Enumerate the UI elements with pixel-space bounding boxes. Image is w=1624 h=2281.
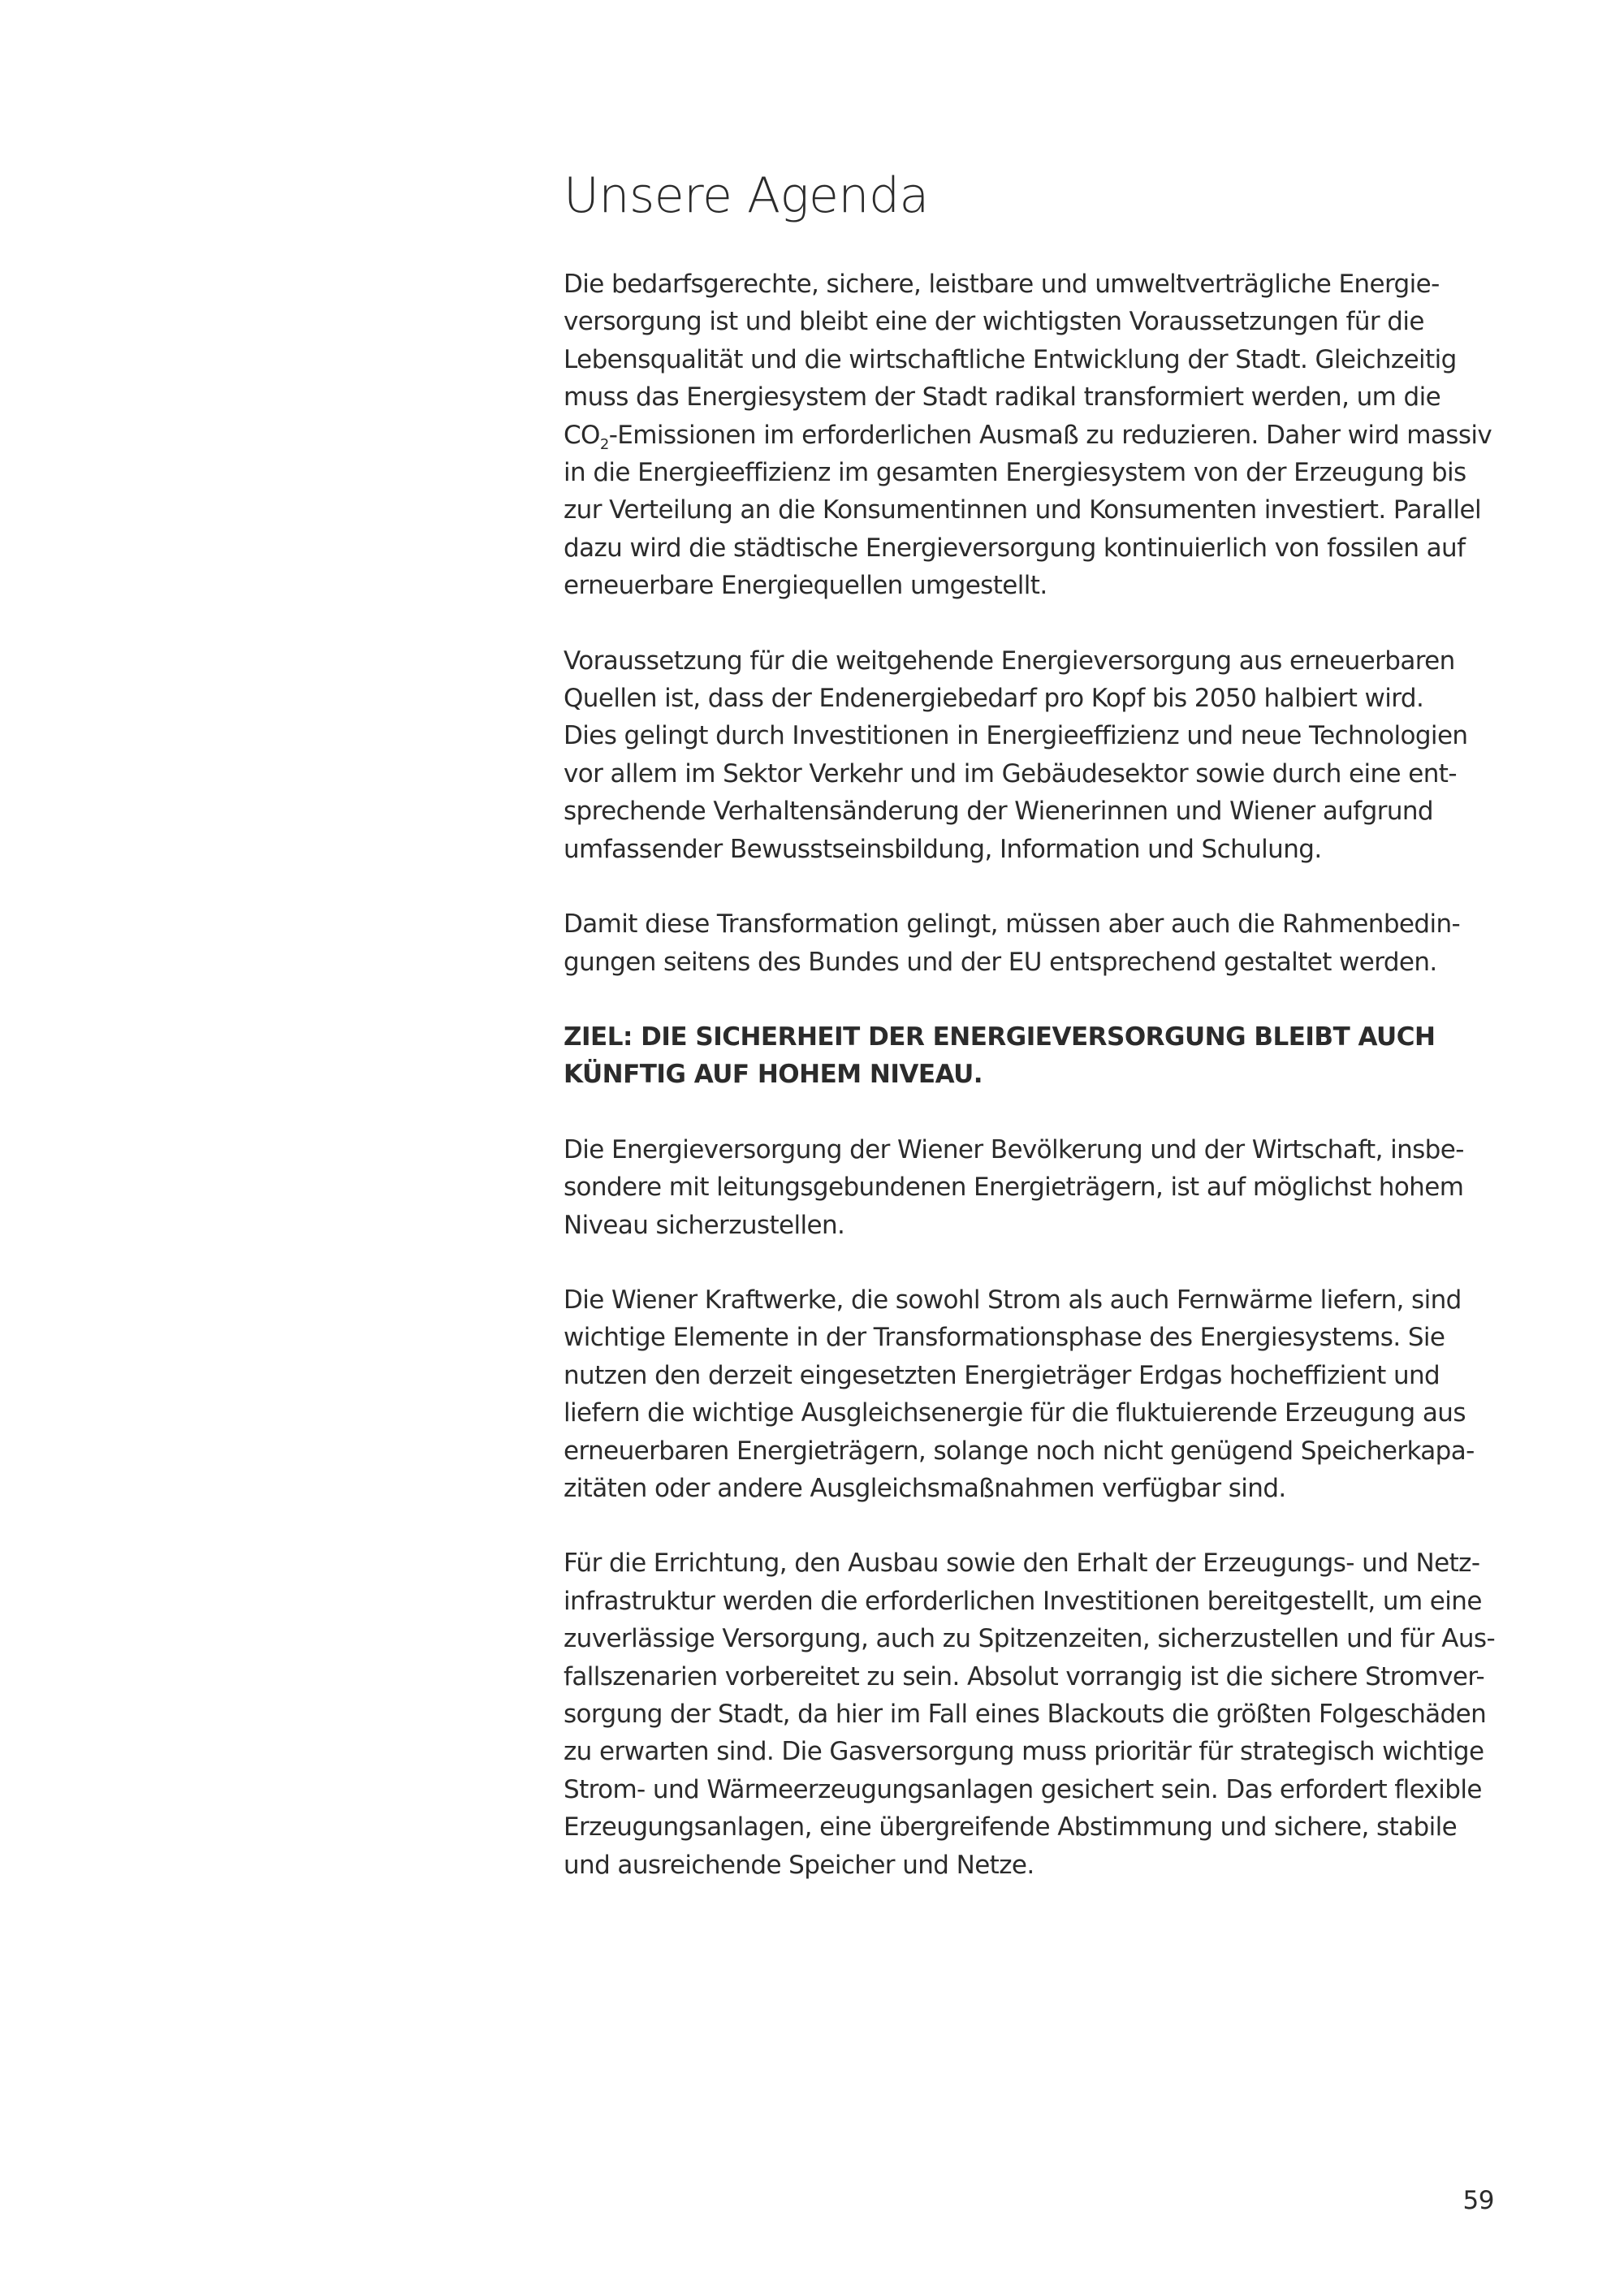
page-title: Unsere Agenda xyxy=(564,167,929,224)
goal-heading-line: ZIEL: DIE SICHERHEIT DER ENERGIEVERSORGUNG BLEIBT AUCH xyxy=(564,1022,1436,1052)
text-line: Niveau sicherzustellen. xyxy=(564,1210,845,1240)
text-line: Lebensqualität und die wirtschaftliche Entwicklung der Stadt. Gleichzeitig xyxy=(564,344,1457,374)
text-line: Strom- und Wärmeerzeugungsanlagen gesichert sein. Das erfordert flexible xyxy=(564,1774,1482,1804)
paragraph-power-plants xyxy=(564,1281,1505,1507)
co2-suffix: -Emissionen im erforderlichen Ausmaß zu reduzieren. Daher wird massiv xyxy=(608,420,1492,450)
text-line: umfassender Bewusstseinsbildung, Information und Schulung. xyxy=(564,834,1322,864)
text-line: Die Wiener Kraftwerke, die sowohl Strom als auch Fernwärme liefern, sind xyxy=(564,1285,1462,1315)
text-line: dazu wird die städtische Energieversorgung kontinuierlich von fossilen auf xyxy=(564,533,1466,563)
text-line: gungen seitens des Bundes und der EU entsprechend gestaltet werden. xyxy=(564,947,1437,977)
text-line: erneuerbare Energiequellen umgestellt. xyxy=(564,571,1047,601)
text-line: sondere mit leitungsgebundenen Energieträgern, ist auf möglichst hohem xyxy=(564,1173,1464,1203)
text-line: zu erwarten sind. Die Gasversorgung muss prioritär für strategisch wichtige xyxy=(564,1737,1484,1767)
text-line: Dies gelingt durch Investitionen in Energieeffizienz und neue Technologien xyxy=(564,721,1468,751)
page-content xyxy=(564,166,1505,1921)
text-line: Die Energieversorgung der Wiener Bevölkerung und der Wirtschaft, insbe- xyxy=(564,1134,1464,1164)
text-line: in die Energieeffizienz im gesamten Energiesystem von der Erzeugung bis xyxy=(564,458,1466,488)
text-line: infrastruktur werden die erforderlichen Investitionen bereitgestellt, um eine xyxy=(564,1586,1482,1616)
text-line: Erzeugungsanlagen, eine übergreifende Abstimmung und sichere, stabile xyxy=(564,1812,1458,1843)
goal-heading-line: KÜNFTIG AUF HOHEM NIVEAU. xyxy=(564,1060,983,1090)
text-line: Die bedarfsgerechte, sichere, leistbare und umweltverträgliche Energie- xyxy=(564,270,1440,299)
text-line: erneuerbaren Energieträgern, solange noch nicht genügend Speicherkapa- xyxy=(564,1436,1475,1466)
text-line: liefern die wichtige Ausgleichsenergie für die fluktuierende Erzeugung aus xyxy=(564,1398,1466,1428)
goal-heading xyxy=(564,1018,1505,1094)
text-line-co2 xyxy=(564,417,1505,454)
text-line: Voraussetzung für die weitgehende Energieversorgung aus erneuerbaren xyxy=(564,646,1455,676)
paragraph-supply xyxy=(564,1131,1505,1244)
text-line: zuverlässige Versorgung, auch zu Spitzenzeiten, sicherzustellen und für Aus- xyxy=(564,1624,1496,1654)
text-line: Damit diese Transformation gelingt, müssen aber auch die Rahmenbedin- xyxy=(564,909,1461,940)
text-line: sprechende Verhaltensänderung der Wienerinnen und Wiener aufgrund xyxy=(564,797,1434,827)
text-line: Für die Errichtung, den Ausbau sowie den Erhalt der Erzeugungs- und Netz- xyxy=(564,1549,1480,1579)
text-line: fallszenarien vorbereitet zu sein. Absolut vorrangig ist die sichere Stromver- xyxy=(564,1661,1485,1691)
text-line: wichtige Elemente in der Transformationsphase des Energiesystems. Sie xyxy=(564,1323,1445,1353)
text-line: und ausreichende Speicher und Netze. xyxy=(564,1850,1034,1880)
text-line: zitäten oder andere Ausgleichsmaßnahmen verfügbar sind. xyxy=(564,1473,1286,1503)
page-number: 59 xyxy=(1462,2186,1494,2215)
paragraph-infrastructure xyxy=(564,1544,1505,1884)
text-line: muss das Energiesystem der Stadt radikal transformiert werden, um die xyxy=(564,382,1441,413)
text-line: vor allem im Sektor Verkehr und im Gebäudesektor sowie durch eine ent- xyxy=(564,758,1457,788)
text-line: Quellen ist, dass der Endenergiebedarf pro Kopf bis 2050 halbiert wird. xyxy=(564,684,1424,714)
text-line: versorgung ist und bleibt eine der wichtigsten Voraussetzungen für die xyxy=(564,307,1424,337)
co2-subscript: 2 xyxy=(599,435,609,453)
text-line: sorgung der Stadt, da hier im Fall eines Blackouts die größten Folgeschäden xyxy=(564,1700,1487,1729)
text-line: nutzen den derzeit eingesetzten Energieträger Erdgas hocheffizient und xyxy=(564,1360,1440,1390)
text-line: zur Verteilung an die Konsumentinnen und Konsumenten investiert. Parallel xyxy=(564,495,1481,525)
paragraph-intro xyxy=(564,266,1505,605)
paragraph-prerequisite xyxy=(564,642,1505,868)
paragraph-framework xyxy=(564,905,1505,981)
co2-prefix: CO xyxy=(564,420,600,450)
